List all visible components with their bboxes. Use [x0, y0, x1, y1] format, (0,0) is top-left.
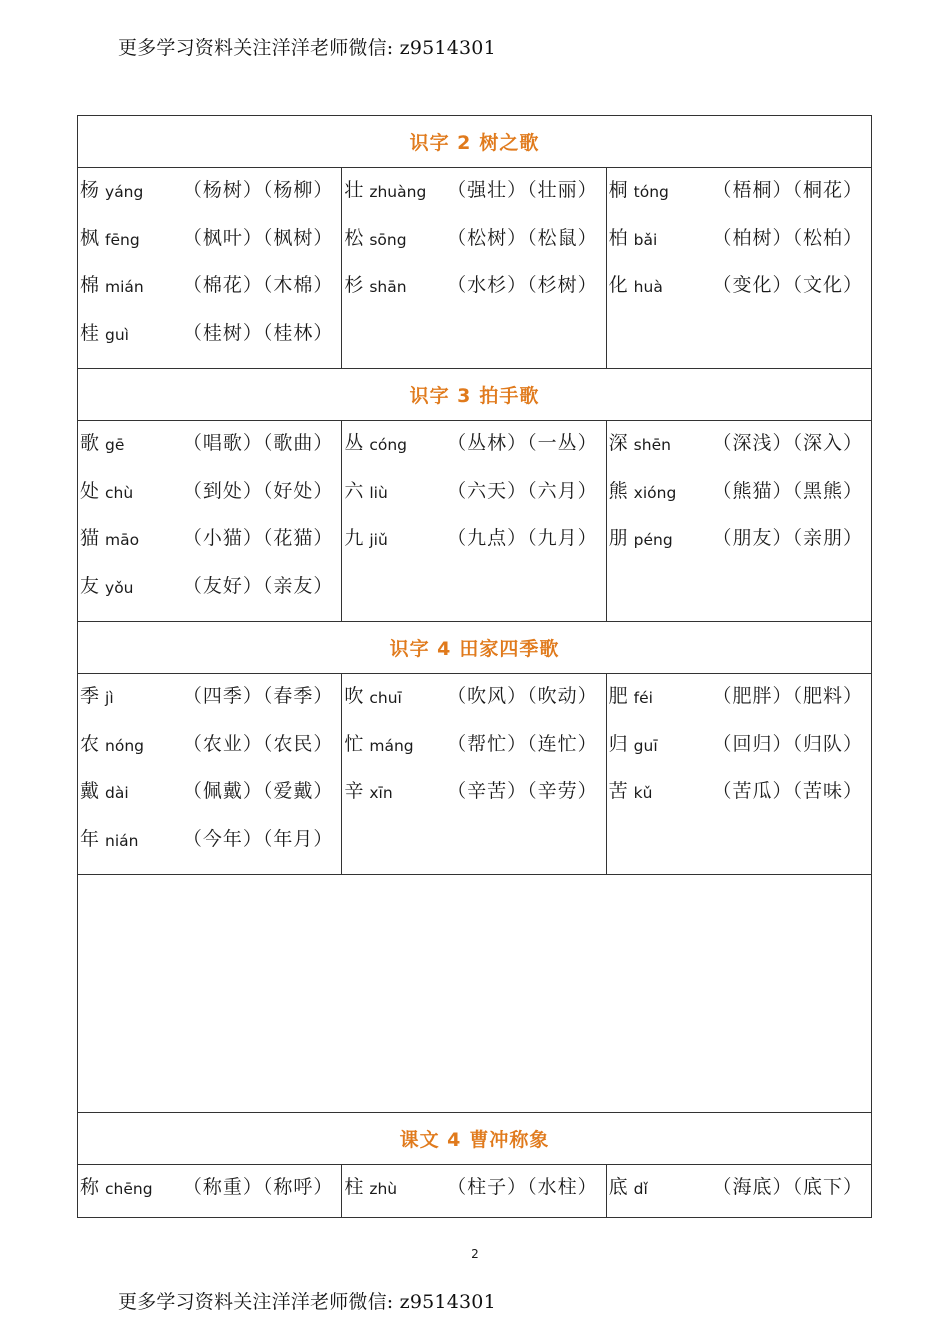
- section-title: [78, 622, 871, 674]
- vocab-entry: [607, 221, 871, 269]
- example-words: （柏树）（松柏）: [712, 226, 863, 249]
- character: 桂: [80, 321, 100, 344]
- section-label: 识字 4: [389, 638, 452, 660]
- vocab-entry: [78, 316, 341, 364]
- vocab-entry: [607, 1170, 871, 1218]
- vocab-column: [78, 674, 342, 874]
- example-words: （九点）（九月）: [447, 527, 598, 549]
- character: 戴: [80, 780, 100, 802]
- section-label: 识字 2: [409, 132, 472, 154]
- vocab-column: [342, 1165, 606, 1217]
- example-words: （松树）（松鼠）: [447, 226, 598, 249]
- pinyin: chù: [105, 483, 134, 502]
- vocab-entry: [342, 426, 605, 474]
- character: 忙: [344, 732, 364, 755]
- pinyin: māo: [105, 531, 140, 549]
- page-footer: 更多学习资料关注洋洋老师微信: z9514301: [118, 1291, 496, 1313]
- pinyin: shān: [369, 278, 407, 296]
- example-words: （唱歌）（歌曲）: [182, 432, 334, 454]
- section-label: 课文 4: [399, 1129, 462, 1151]
- character: 辛: [344, 780, 364, 802]
- pinyin: yáng: [105, 183, 144, 201]
- character: 年: [80, 827, 100, 850]
- section-grid: [78, 421, 871, 622]
- vocab-entry: [78, 1170, 341, 1218]
- pinyin: guī: [633, 736, 658, 755]
- pinyin: chēng: [105, 1180, 153, 1198]
- example-words: （帮忙）（连忙）: [447, 732, 598, 755]
- character: 吹: [344, 685, 364, 707]
- vocab-entry: [342, 727, 605, 775]
- example-words: （棉花）（木棉）: [182, 274, 334, 296]
- example-words: （友好）（亲友）: [182, 574, 334, 597]
- example-words: （桂树）（桂林）: [182, 321, 334, 344]
- section-grid: [78, 1165, 871, 1217]
- vocab-entry: [78, 426, 341, 474]
- page-header: 更多学习资料关注洋洋老师微信: z9514301: [118, 37, 496, 59]
- pinyin: péng: [633, 531, 673, 549]
- vocab-entry: [607, 173, 871, 221]
- pinyin: shēn: [633, 436, 671, 454]
- character: 处: [80, 479, 100, 502]
- blank-area: [78, 875, 871, 1113]
- pinyin: féi: [633, 689, 653, 707]
- character: 朋: [608, 527, 628, 549]
- vocabulary-table: [77, 115, 872, 1218]
- character: 桐: [608, 179, 628, 201]
- character: 杉: [344, 274, 364, 296]
- vocab-column: [78, 168, 342, 368]
- vocab-entry: [78, 268, 341, 316]
- vocab-column: [342, 674, 606, 874]
- example-words: （肥胖）（肥料）: [712, 685, 863, 707]
- character: 化: [608, 274, 628, 296]
- vocab-entry: [78, 727, 341, 775]
- page-number: 2: [471, 1247, 479, 1261]
- vocab-entry: [78, 822, 341, 870]
- vocab-entry: [78, 569, 341, 617]
- vocab-entry: [342, 521, 605, 569]
- pinyin: máng: [369, 736, 414, 755]
- example-words: （水杉）（杉树）: [447, 274, 598, 296]
- vocab-entry: [607, 774, 871, 822]
- vocab-entry: [342, 268, 605, 316]
- character: 苦: [608, 780, 628, 802]
- pinyin: nián: [105, 831, 139, 850]
- pinyin: gē: [105, 436, 125, 454]
- section-name: 曹冲称象: [469, 1129, 550, 1151]
- example-words: （朋友）（亲朋）: [712, 527, 863, 549]
- section-title: [78, 369, 871, 421]
- character: 壮: [344, 179, 364, 201]
- example-words: （回归）（归队）: [712, 732, 863, 755]
- pinyin: nóng: [105, 736, 144, 755]
- character: 底: [608, 1176, 628, 1198]
- vocab-entry: [78, 521, 341, 569]
- vocab-column: [607, 674, 871, 874]
- example-words: （辛苦）（辛劳）: [447, 780, 598, 802]
- character: 肥: [608, 685, 628, 707]
- example-words: （称重）（称呼）: [182, 1176, 334, 1198]
- pinyin: huà: [633, 278, 663, 296]
- example-words: （六天）（六月）: [447, 479, 598, 502]
- vocab-column: [342, 168, 606, 368]
- vocab-entry: [78, 774, 341, 822]
- vocab-entry: [342, 173, 605, 221]
- character: 归: [608, 732, 628, 755]
- example-words: （苦瓜）（苦味）: [712, 780, 863, 802]
- example-words: （小猫）（花猫）: [182, 527, 334, 549]
- pinyin: yǒu: [105, 578, 134, 597]
- vocab-entry: [342, 474, 605, 522]
- character: 农: [80, 732, 100, 755]
- section-title: [78, 116, 871, 168]
- pinyin: kǔ: [633, 784, 653, 802]
- pinyin: guì: [105, 325, 129, 344]
- pinyin: zhuàng: [369, 183, 427, 201]
- vocab-entry: [342, 679, 605, 727]
- example-words: （柱子）（水柱）: [447, 1176, 598, 1198]
- example-words: （丛林）（一丛）: [447, 432, 598, 454]
- example-words: （到处）（好处）: [182, 479, 334, 502]
- character: 猫: [80, 527, 100, 549]
- vocab-column: [342, 421, 606, 621]
- vocab-entry: [607, 521, 871, 569]
- pinyin: dǐ: [633, 1180, 648, 1198]
- vocab-entry: [78, 221, 341, 269]
- character: 称: [80, 1176, 100, 1198]
- character: 柏: [608, 226, 628, 249]
- example-words: （今年）（年月）: [182, 827, 334, 850]
- character: 深: [608, 432, 628, 454]
- section-grid: [78, 674, 871, 875]
- vocab-column: [607, 421, 871, 621]
- example-words: （熊猫）（黑熊）: [712, 479, 863, 502]
- example-words: （枫叶）（枫树）: [182, 226, 334, 249]
- pinyin: chuī: [369, 689, 402, 707]
- pinyin: zhù: [369, 1180, 398, 1198]
- pinyin: tóng: [633, 183, 669, 201]
- pinyin: liù: [369, 483, 388, 502]
- character: 枫: [80, 226, 100, 249]
- vocab-entry: [607, 474, 871, 522]
- character: 熊: [608, 479, 628, 502]
- example-words: （农业）（农民）: [182, 732, 334, 755]
- vocab-column: [78, 1165, 342, 1217]
- vocab-entry: [342, 1170, 605, 1218]
- vocab-entry: [342, 221, 605, 269]
- section-name: 树之歌: [479, 132, 540, 154]
- example-words: （佩戴）（爱戴）: [182, 780, 334, 802]
- pinyin: bǎi: [633, 230, 658, 249]
- character: 友: [80, 574, 100, 597]
- character: 丛: [344, 432, 364, 454]
- pinyin: dài: [105, 784, 129, 802]
- character: 棉: [80, 274, 100, 296]
- vocab-column: [78, 421, 342, 621]
- pinyin: jì: [105, 689, 114, 707]
- example-words: （梧桐）（桐花）: [712, 179, 863, 201]
- section-title: [78, 1113, 871, 1165]
- pinyin: cóng: [369, 436, 408, 454]
- vocab-column: [607, 168, 871, 368]
- section-label: 识字 3: [409, 385, 472, 407]
- character: 六: [344, 479, 364, 502]
- pinyin: xióng: [633, 483, 677, 502]
- pinyin: sōng: [369, 230, 407, 249]
- example-words: （杨树）（杨柳）: [182, 179, 334, 201]
- vocab-entry: [78, 474, 341, 522]
- vocab-entry: [78, 173, 341, 221]
- character: 歌: [80, 432, 100, 454]
- character: 杨: [80, 179, 100, 201]
- section-name: 田家四季歌: [459, 638, 560, 660]
- example-words: （深浅）（深入）: [712, 432, 863, 454]
- character: 九: [344, 527, 364, 549]
- example-words: （海底）（底下）: [712, 1176, 863, 1198]
- pinyin: mián: [105, 278, 144, 296]
- example-words: （强壮）（壮丽）: [447, 179, 598, 201]
- vocab-entry: [607, 727, 871, 775]
- section-name: 拍手歌: [479, 385, 540, 407]
- pinyin: jiǔ: [369, 531, 388, 549]
- vocab-entry: [607, 679, 871, 727]
- vocab-column: [607, 1165, 871, 1217]
- pinyin: fēng: [105, 230, 140, 249]
- vocab-entry: [342, 774, 605, 822]
- character: 松: [344, 226, 364, 249]
- example-words: （变化）（文化）: [712, 274, 863, 296]
- vocab-entry: [78, 679, 341, 727]
- example-words: （吹风）（吹动）: [447, 685, 598, 707]
- character: 季: [80, 685, 100, 707]
- pinyin: xīn: [369, 784, 393, 802]
- example-words: （四季）（春季）: [182, 685, 334, 707]
- vocab-entry: [607, 426, 871, 474]
- section-grid: [78, 168, 871, 369]
- character: 柱: [344, 1176, 364, 1198]
- vocab-entry: [607, 268, 871, 316]
